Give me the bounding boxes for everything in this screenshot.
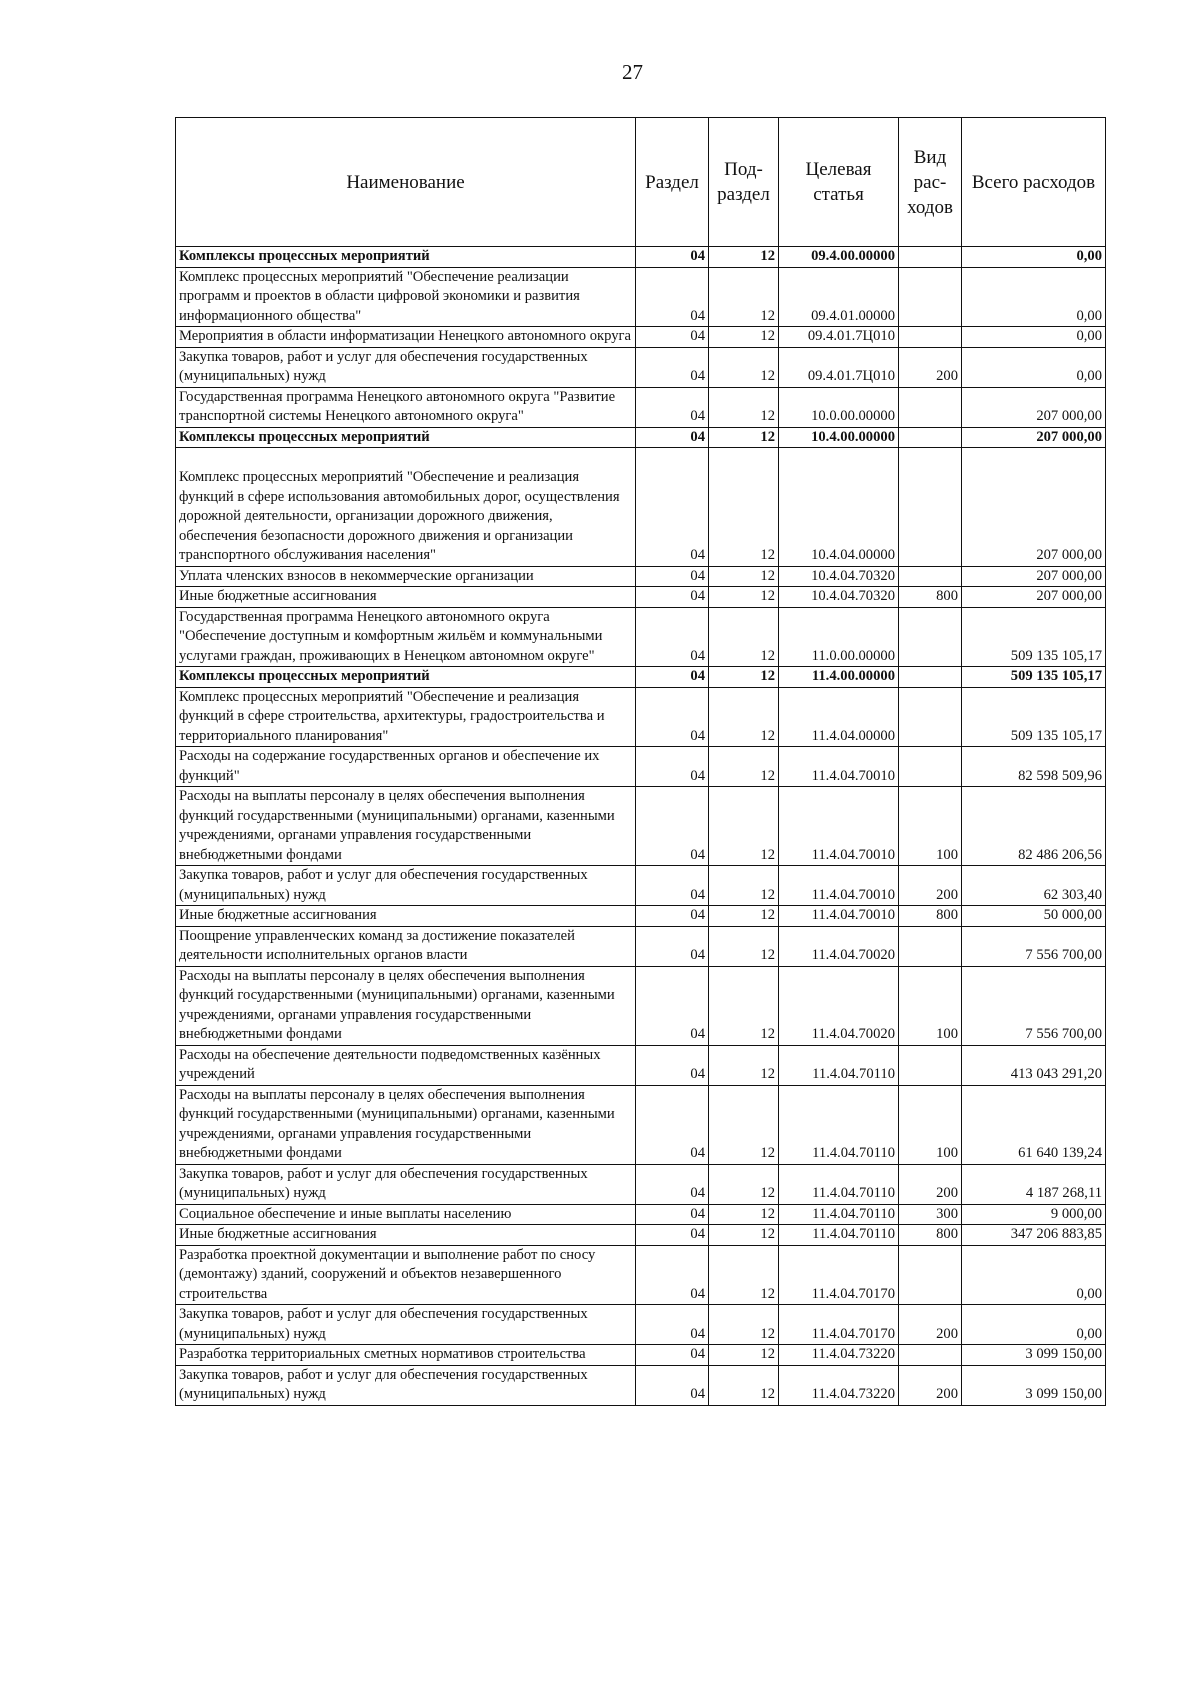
row-total-cell: 7 556 700,00	[962, 966, 1106, 1045]
row-kind-cell: 100	[899, 966, 962, 1045]
row-section-cell: 04	[636, 866, 709, 906]
row-name-cell: Расходы на содержание государственных органов и обеспечение их функций"	[176, 747, 636, 787]
row-subsection-cell: 12	[709, 667, 779, 688]
row-article-cell: 11.4.04.70110	[779, 1204, 899, 1225]
row-name-cell: Разработка территориальных сметных нормативов строительства	[176, 1345, 636, 1366]
table-body	[176, 247, 1106, 1406]
row-subsection-cell: 12	[709, 607, 779, 667]
row-name-cell: Социальное обеспечение и иные выплаты населению	[176, 1204, 636, 1225]
page-number: 27	[622, 60, 643, 84]
row-article-cell: 11.4.04.70010	[779, 866, 899, 906]
row-section-cell: 04	[636, 327, 709, 348]
row-subsection-cell: 12	[709, 926, 779, 966]
table-row	[176, 448, 1106, 567]
table-row	[176, 387, 1106, 427]
row-subsection-cell: 12	[709, 1045, 779, 1085]
row-kind-cell	[899, 427, 962, 448]
row-subsection-cell: 12	[709, 267, 779, 327]
row-article-cell: 09.4.01.7Ц010	[779, 347, 899, 387]
table-row	[176, 1164, 1106, 1204]
row-section-cell: 04	[636, 747, 709, 787]
row-kind-cell	[899, 1345, 962, 1366]
row-name-cell: Расходы на выплаты персоналу в целях обеспечения выполнения функций государственными (муниципальными) органами, казенными учреждениями, органами управления государственными внебюджетными фондами	[176, 966, 636, 1045]
row-article-cell: 11.4.04.70010	[779, 787, 899, 866]
row-total-cell: 0,00	[962, 1245, 1106, 1305]
row-section-cell: 04	[636, 1305, 709, 1345]
row-article-cell: 09.4.01.7Ц010	[779, 327, 899, 348]
table-row	[176, 587, 1106, 608]
row-total-cell: 509 135 105,17	[962, 667, 1106, 688]
row-name-cell: Иные бюджетные ассигнования	[176, 1225, 636, 1246]
row-subsection-cell: 12	[709, 1225, 779, 1246]
row-total-cell: 82 598 509,96	[962, 747, 1106, 787]
row-total-cell: 3 099 150,00	[962, 1365, 1106, 1405]
row-name-cell: Комплекс процессных мероприятий "Обеспечение и реализация функций в сфере строительства, архитектуры, градостроительства и территориального планирования"	[176, 687, 636, 747]
row-kind-cell: 200	[899, 1305, 962, 1345]
row-section-cell: 04	[636, 1225, 709, 1246]
row-article-cell: 11.4.04.70110	[779, 1085, 899, 1164]
table-row	[176, 427, 1106, 448]
table-row	[176, 687, 1106, 747]
row-subsection-cell: 12	[709, 906, 779, 927]
table-row	[176, 1045, 1106, 1085]
row-article-cell: 11.4.04.70110	[779, 1164, 899, 1204]
row-total-cell: 0,00	[962, 327, 1106, 348]
row-subsection-cell: 12	[709, 347, 779, 387]
row-subsection-cell: 12	[709, 687, 779, 747]
row-article-cell: 10.4.04.00000	[779, 448, 899, 567]
row-article-cell: 11.4.04.73220	[779, 1365, 899, 1405]
header-article: Целевая статья	[779, 118, 899, 247]
row-article-cell: 11.4.04.70010	[779, 906, 899, 927]
row-section-cell: 04	[636, 448, 709, 567]
table-row	[176, 1245, 1106, 1305]
row-subsection-cell: 12	[709, 1365, 779, 1405]
row-subsection-cell: 12	[709, 966, 779, 1045]
row-section-cell: 04	[636, 587, 709, 608]
row-kind-cell	[899, 687, 962, 747]
row-article-cell: 11.4.04.70110	[779, 1045, 899, 1085]
table-row	[176, 1225, 1106, 1246]
row-subsection-cell: 12	[709, 387, 779, 427]
header-total: Всего расходов	[962, 118, 1106, 247]
table-row	[176, 747, 1106, 787]
row-kind-cell	[899, 327, 962, 348]
row-article-cell: 09.4.01.00000	[779, 267, 899, 327]
table-row	[176, 906, 1106, 927]
row-section-cell: 04	[636, 247, 709, 268]
row-article-cell: 11.4.04.70010	[779, 747, 899, 787]
row-kind-cell: 800	[899, 587, 962, 608]
row-kind-cell	[899, 607, 962, 667]
row-kind-cell: 200	[899, 1365, 962, 1405]
row-section-cell: 04	[636, 906, 709, 927]
row-kind-cell: 200	[899, 347, 962, 387]
row-section-cell: 04	[636, 566, 709, 587]
row-kind-cell	[899, 448, 962, 567]
row-article-cell: 09.4.00.00000	[779, 247, 899, 268]
row-total-cell: 207 000,00	[962, 566, 1106, 587]
row-name-cell: Комплекс процессных мероприятий "Обеспечение реализации программ и проектов в области цифровой экономики и развития информационного общества"	[176, 267, 636, 327]
row-subsection-cell: 12	[709, 1085, 779, 1164]
row-name-cell: Закупка товаров, работ и услуг для обеспечения государственных (муниципальных) нужд	[176, 866, 636, 906]
row-subsection-cell: 12	[709, 1204, 779, 1225]
row-total-cell: 347 206 883,85	[962, 1225, 1106, 1246]
row-name-cell: Государственная программа Ненецкого автономного округа "Развитие транспортной системы Ненецкого автономного округа"	[176, 387, 636, 427]
row-section-cell: 04	[636, 347, 709, 387]
row-name-cell: Закупка товаров, работ и услуг для обеспечения государственных (муниципальных) нужд	[176, 347, 636, 387]
table-row	[176, 607, 1106, 667]
row-total-cell: 7 556 700,00	[962, 926, 1106, 966]
row-total-cell: 82 486 206,56	[962, 787, 1106, 866]
row-name-cell: Разработка проектной документации и выполнение работ по сносу (демонтажу) зданий, сооружений и объектов незавершенного строительства	[176, 1245, 636, 1305]
row-subsection-cell: 12	[709, 787, 779, 866]
row-subsection-cell: 12	[709, 566, 779, 587]
row-total-cell: 62 303,40	[962, 866, 1106, 906]
table-row	[176, 787, 1106, 866]
row-name-cell: Уплата членских взносов в некоммерческие организации	[176, 566, 636, 587]
row-kind-cell: 100	[899, 1085, 962, 1164]
row-section-cell: 04	[636, 1164, 709, 1204]
row-name-cell: Государственная программа Ненецкого автономного округа "Обеспечение доступным и комфортным жильём и коммунальными услугами граждан, проживающих в Ненецком автономном округе"	[176, 607, 636, 667]
row-subsection-cell: 12	[709, 587, 779, 608]
row-name-cell: Расходы на обеспечение деятельности подведомственных казённых учреждений	[176, 1045, 636, 1085]
row-article-cell: 10.4.04.70320	[779, 587, 899, 608]
row-total-cell: 50 000,00	[962, 906, 1106, 927]
row-name-cell: Комплексы процессных мероприятий	[176, 427, 636, 448]
row-total-cell: 61 640 139,24	[962, 1085, 1106, 1164]
row-name-cell: Комплексы процессных мероприятий	[176, 667, 636, 688]
row-total-cell: 3 099 150,00	[962, 1345, 1106, 1366]
row-total-cell: 0,00	[962, 267, 1106, 327]
row-total-cell: 509 135 105,17	[962, 607, 1106, 667]
row-subsection-cell: 12	[709, 747, 779, 787]
table-row	[176, 347, 1106, 387]
row-total-cell: 9 000,00	[962, 1204, 1106, 1225]
row-total-cell: 207 000,00	[962, 587, 1106, 608]
row-section-cell: 04	[636, 667, 709, 688]
table-row	[176, 667, 1106, 688]
row-section-cell: 04	[636, 1365, 709, 1405]
table-row	[176, 267, 1106, 327]
row-total-cell: 207 000,00	[962, 387, 1106, 427]
row-kind-cell	[899, 926, 962, 966]
row-kind-cell: 200	[899, 866, 962, 906]
row-kind-cell	[899, 1045, 962, 1085]
expenditure-table	[175, 117, 1106, 1406]
table-row	[176, 866, 1106, 906]
row-kind-cell	[899, 667, 962, 688]
row-article-cell: 11.4.00.00000	[779, 667, 899, 688]
row-name-cell: Расходы на выплаты персоналу в целях обеспечения выполнения функций государственными (муниципальными) органами, казенными учреждениями, органами управления государственными внебюджетными фондами	[176, 1085, 636, 1164]
row-section-cell: 04	[636, 387, 709, 427]
row-section-cell: 04	[636, 607, 709, 667]
row-kind-cell: 300	[899, 1204, 962, 1225]
row-article-cell: 11.4.04.70020	[779, 966, 899, 1045]
row-name-cell: Поощрение управленческих команд за достижение показателей деятельности исполнительных органов власти	[176, 926, 636, 966]
row-name-cell: Иные бюджетные ассигнования	[176, 587, 636, 608]
row-total-cell: 509 135 105,17	[962, 687, 1106, 747]
row-name-cell: Закупка товаров, работ и услуг для обеспечения государственных (муниципальных) нужд	[176, 1164, 636, 1204]
row-section-cell: 04	[636, 966, 709, 1045]
row-article-cell: 11.4.04.70170	[779, 1245, 899, 1305]
table-row	[176, 1085, 1106, 1164]
row-article-cell: 11.4.04.73220	[779, 1345, 899, 1366]
row-section-cell: 04	[636, 1345, 709, 1366]
row-subsection-cell: 12	[709, 866, 779, 906]
row-article-cell: 10.4.00.00000	[779, 427, 899, 448]
row-total-cell: 0,00	[962, 347, 1106, 387]
row-total-cell: 0,00	[962, 1305, 1106, 1345]
row-subsection-cell: 12	[709, 427, 779, 448]
row-article-cell: 11.4.04.70170	[779, 1305, 899, 1345]
table-row	[176, 327, 1106, 348]
row-section-cell: 04	[636, 1204, 709, 1225]
row-section-cell: 04	[636, 1045, 709, 1085]
table-row	[176, 1204, 1106, 1225]
row-subsection-cell: 12	[709, 1305, 779, 1345]
row-total-cell: 207 000,00	[962, 448, 1106, 567]
row-name-cell: Расходы на выплаты персоналу в целях обеспечения выполнения функций государственными (муниципальными) органами, казенными учреждениями, органами управления государственными внебюджетными фондами	[176, 787, 636, 866]
row-name-cell: Комплекс процессных мероприятий "Обеспечение и реализация функций в сфере использования автомобильных дорог, осуществления дорожной деятельности, организации дорожного движения, обеспечения безопасности дорожного движения и организации транспортного обслуживания населения"	[176, 448, 636, 567]
row-kind-cell	[899, 387, 962, 427]
row-article-cell: 10.4.04.70320	[779, 566, 899, 587]
row-article-cell: 10.0.00.00000	[779, 387, 899, 427]
row-subsection-cell: 12	[709, 247, 779, 268]
row-name-cell: Мероприятия в области информатизации Ненецкого автономного округа	[176, 327, 636, 348]
row-name-cell: Комплексы процессных мероприятий	[176, 247, 636, 268]
header-subsection: Под-раздел	[709, 118, 779, 247]
row-subsection-cell: 12	[709, 1345, 779, 1366]
row-subsection-cell: 12	[709, 327, 779, 348]
row-name-cell: Закупка товаров, работ и услуг для обеспечения государственных (муниципальных) нужд	[176, 1305, 636, 1345]
row-kind-cell	[899, 566, 962, 587]
row-article-cell: 11.4.04.70020	[779, 926, 899, 966]
header-section: Раздел	[636, 118, 709, 247]
row-section-cell: 04	[636, 687, 709, 747]
row-subsection-cell: 12	[709, 448, 779, 567]
row-total-cell: 4 187 268,11	[962, 1164, 1106, 1204]
row-kind-cell	[899, 747, 962, 787]
row-name-cell: Иные бюджетные ассигнования	[176, 906, 636, 927]
row-subsection-cell: 12	[709, 1164, 779, 1204]
row-section-cell: 04	[636, 267, 709, 327]
row-kind-cell: 800	[899, 1225, 962, 1246]
row-total-cell: 413 043 291,20	[962, 1045, 1106, 1085]
table-row	[176, 1345, 1106, 1366]
row-section-cell: 04	[636, 427, 709, 448]
row-kind-cell: 100	[899, 787, 962, 866]
row-section-cell: 04	[636, 787, 709, 866]
row-article-cell: 11.4.04.00000	[779, 687, 899, 747]
header-kind: Вид рас-ходов	[899, 118, 962, 247]
table-row	[176, 1365, 1106, 1405]
row-total-cell: 0,00	[962, 247, 1106, 268]
table-row	[176, 247, 1106, 268]
row-name-cell: Закупка товаров, работ и услуг для обеспечения государственных (муниципальных) нужд	[176, 1365, 636, 1405]
row-kind-cell	[899, 247, 962, 268]
table-row	[176, 966, 1106, 1045]
row-kind-cell	[899, 267, 962, 327]
row-section-cell: 04	[636, 1085, 709, 1164]
row-kind-cell: 800	[899, 906, 962, 927]
row-kind-cell: 200	[899, 1164, 962, 1204]
row-article-cell: 11.0.00.00000	[779, 607, 899, 667]
row-kind-cell	[899, 1245, 962, 1305]
table-row	[176, 1305, 1106, 1345]
row-total-cell: 207 000,00	[962, 427, 1106, 448]
table-row	[176, 566, 1106, 587]
table-row	[176, 926, 1106, 966]
table-header	[176, 118, 1106, 247]
row-subsection-cell: 12	[709, 1245, 779, 1305]
row-article-cell: 11.4.04.70110	[779, 1225, 899, 1246]
header-name: Наименование	[176, 118, 636, 247]
row-section-cell: 04	[636, 1245, 709, 1305]
row-section-cell: 04	[636, 926, 709, 966]
